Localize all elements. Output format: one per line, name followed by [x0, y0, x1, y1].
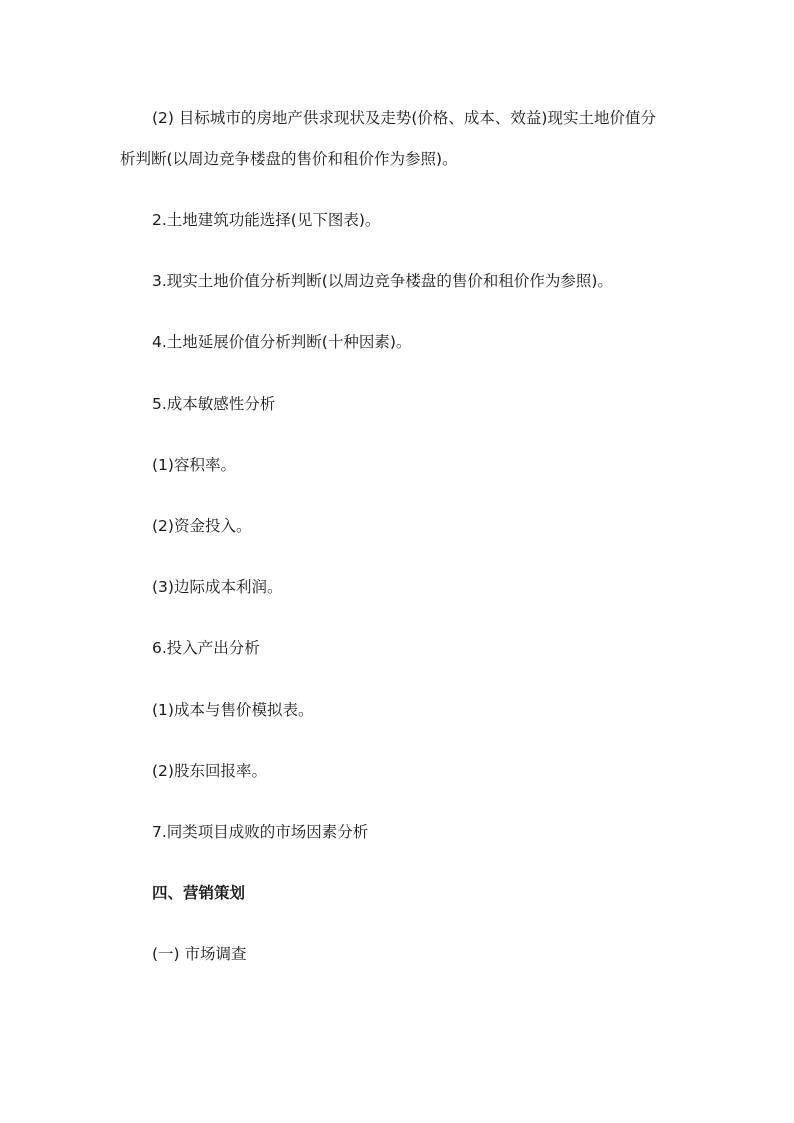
- section-heading: 四、营销策划: [152, 884, 246, 902]
- paragraph-line: 4.土地延展价值分析判断(十种因素)。: [152, 333, 412, 351]
- paragraph-line: (2) 目标城市的房地产供求现状及走势(价格、成本、效益)现实土地价值分: [152, 109, 656, 127]
- paragraph-line: (2)股东回报率。: [152, 762, 267, 780]
- paragraph-line: 6.投入产出分析: [152, 639, 260, 657]
- paragraph-line: (1)容积率。: [152, 456, 236, 474]
- paragraph-line: 析判断(以周边竞争楼盘的售价和租价作为参照)。: [120, 150, 458, 168]
- paragraph-line: (1)成本与售价模拟表。: [152, 701, 314, 719]
- paragraph-line: (3)边际成本利润。: [152, 578, 283, 596]
- paragraph-line: 3.现实土地价值分析判断(以周边竞争楼盘的售价和租价作为参照)。: [152, 272, 613, 290]
- subsection-heading: (一) 市场调查: [152, 945, 247, 963]
- paragraph-line: (2)资金投入。: [152, 517, 252, 535]
- paragraph-line: 7.同类项目成败的市场因素分析: [152, 823, 369, 841]
- paragraph-line: 2.土地建筑功能选择(见下图表)。: [152, 211, 381, 229]
- paragraph-line: 5.成本敏感性分析: [152, 395, 276, 413]
